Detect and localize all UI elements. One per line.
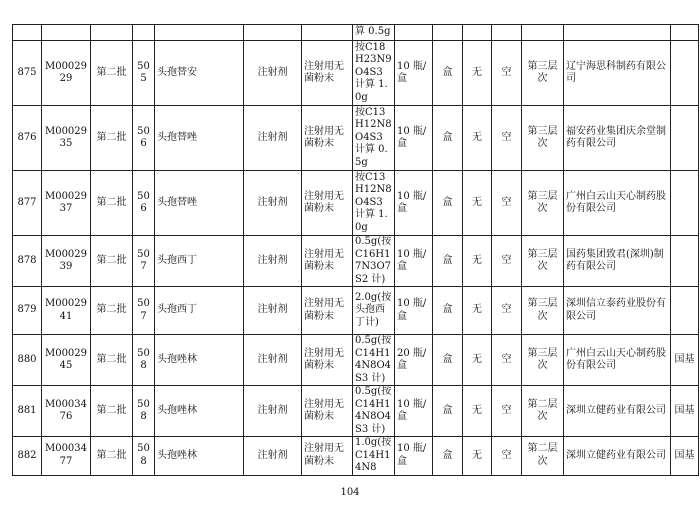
code-cell: M0002945 bbox=[42, 335, 91, 386]
flag-b-cell: 空 bbox=[492, 41, 522, 106]
flag-a-cell: 无 bbox=[463, 171, 492, 236]
table-row bbox=[13, 437, 699, 476]
unit-cell: 盒 bbox=[433, 386, 463, 437]
seq-cell: 879 bbox=[13, 287, 42, 335]
table-row bbox=[13, 171, 699, 236]
unit-cell: 盒 bbox=[433, 41, 463, 106]
seq-cell: 882 bbox=[13, 437, 42, 476]
batch-cell: 第二批 bbox=[91, 386, 133, 437]
spec-cell: 按C18H23N9O4S3 计算 1.0g bbox=[353, 41, 395, 106]
seq-cell: 875 bbox=[13, 41, 42, 106]
dosage-form-cell: 注射用无菌粉末 bbox=[302, 236, 353, 287]
drug-name-cell: 头孢唑林 bbox=[155, 335, 244, 386]
drug-name-cell: 头孢唑林 bbox=[155, 386, 244, 437]
batch-cell: 第二批 bbox=[91, 335, 133, 386]
unit-cell: 盒 bbox=[433, 437, 463, 476]
dosage-form-cell: 注射用无菌粉末 bbox=[302, 106, 353, 171]
batch-cell: 第二批 bbox=[91, 236, 133, 287]
spec-cell: 0.5g(按C14H14N8O4S3 计) bbox=[353, 335, 395, 386]
group-cell: 507 bbox=[133, 287, 155, 335]
dosage-form-cell: 注射用无菌粉末 bbox=[302, 386, 353, 437]
form-cell: 注射剂 bbox=[244, 236, 302, 287]
dosage-form-cell: 注射用无菌粉末 bbox=[302, 41, 353, 106]
flag-a-cell: 无 bbox=[463, 287, 492, 335]
form-cell: 注射剂 bbox=[244, 386, 302, 437]
table-row bbox=[13, 386, 699, 437]
batch-cell: 第二批 bbox=[91, 106, 133, 171]
seq-cell: 881 bbox=[13, 386, 42, 437]
group-cell: 508 bbox=[133, 386, 155, 437]
code-cell: M0002929 bbox=[42, 41, 91, 106]
flag-a-cell: 无 bbox=[463, 386, 492, 437]
form-cell: 注射剂 bbox=[244, 106, 302, 171]
unit-cell: 盒 bbox=[433, 287, 463, 335]
seq-cell: 877 bbox=[13, 171, 42, 236]
batch-cell: 第二批 bbox=[91, 437, 133, 476]
pack-cell: 10 瓶/盒 bbox=[395, 236, 433, 287]
form-cell: 注射剂 bbox=[244, 171, 302, 236]
code-cell: M0003476 bbox=[42, 386, 91, 437]
spec-cell-fragment: 算 0.5g bbox=[353, 25, 395, 41]
seq-cell: 876 bbox=[13, 106, 42, 171]
form-cell: 注射剂 bbox=[244, 437, 302, 476]
pack-cell: 10 瓶/盒 bbox=[395, 171, 433, 236]
table-row bbox=[13, 335, 699, 386]
company-cell: 福安药业集团庆余堂制药有限公司 bbox=[564, 106, 671, 171]
code-cell: M0002939 bbox=[42, 236, 91, 287]
level-cell: 第三层次 bbox=[522, 236, 564, 287]
drug-name-cell: 头孢西丁 bbox=[155, 236, 244, 287]
note-cell bbox=[671, 236, 699, 287]
page-number: 104 bbox=[340, 487, 360, 498]
unit-cell: 盒 bbox=[433, 335, 463, 386]
pack-cell: 10 瓶/盒 bbox=[395, 386, 433, 437]
level-cell: 第三层次 bbox=[522, 287, 564, 335]
level-cell: 第二层次 bbox=[522, 386, 564, 437]
pack-cell: 20 瓶/盒 bbox=[395, 335, 433, 386]
table-row bbox=[13, 106, 699, 171]
group-cell: 506 bbox=[133, 171, 155, 236]
spec-cell: 0.5g(按C14H14N8O4S3 计) bbox=[353, 386, 395, 437]
flag-a-cell: 无 bbox=[463, 41, 492, 106]
unit-cell: 盒 bbox=[433, 106, 463, 171]
table-row bbox=[13, 287, 699, 335]
level-cell: 第三层次 bbox=[522, 106, 564, 171]
group-cell: 508 bbox=[133, 437, 155, 476]
flag-b-cell: 空 bbox=[492, 287, 522, 335]
flag-b-cell: 空 bbox=[492, 171, 522, 236]
unit-cell: 盒 bbox=[433, 171, 463, 236]
drug-name-cell: 头孢替唑 bbox=[155, 106, 244, 171]
batch-cell: 第二批 bbox=[91, 41, 133, 106]
level-cell: 第三层次 bbox=[522, 41, 564, 106]
pack-cell: 10 瓶/盒 bbox=[395, 437, 433, 476]
spec-cell: 按C13H12N8O4S3 计算 0.5g bbox=[353, 106, 395, 171]
spec-cell: 2.0g(按头孢西丁计) bbox=[353, 287, 395, 335]
flag-a-cell: 无 bbox=[463, 236, 492, 287]
company-cell: 深圳立健药业有限公司 bbox=[564, 437, 671, 476]
note-cell bbox=[671, 287, 699, 335]
group-cell: 506 bbox=[133, 106, 155, 171]
table-row-fragment bbox=[13, 25, 699, 41]
unit-cell: 盒 bbox=[433, 236, 463, 287]
note-cell: 国基 bbox=[671, 386, 699, 437]
note-cell: 国基 bbox=[671, 335, 699, 386]
flag-b-cell: 空 bbox=[492, 106, 522, 171]
flag-b-cell: 空 bbox=[492, 437, 522, 476]
drug-name-cell: 头孢替唑 bbox=[155, 171, 244, 236]
drug-name-cell: 头孢西丁 bbox=[155, 287, 244, 335]
table-row bbox=[13, 236, 699, 287]
flag-a-cell: 无 bbox=[463, 335, 492, 386]
batch-cell: 第二批 bbox=[91, 287, 133, 335]
code-cell: M0002935 bbox=[42, 106, 91, 171]
code-cell: M0002937 bbox=[42, 171, 91, 236]
batch-cell: 第二批 bbox=[91, 171, 133, 236]
company-cell: 广州白云山天心制药股份有限公司 bbox=[564, 171, 671, 236]
spec-cell: 1.0g(按C14H14N8 bbox=[353, 437, 395, 476]
seq-cell: 878 bbox=[13, 236, 42, 287]
company-cell: 深圳信立泰药业股份有限公司 bbox=[564, 287, 671, 335]
flag-b-cell: 空 bbox=[492, 386, 522, 437]
spec-cell: 0.5g(按C16H17N3O7S2 计) bbox=[353, 236, 395, 287]
drug-table bbox=[12, 24, 699, 476]
flag-b-cell: 空 bbox=[492, 236, 522, 287]
drug-name-cell: 头孢唑林 bbox=[155, 437, 244, 476]
spec-cell: 按C13H12N8O4S3 计算 1.0g bbox=[353, 171, 395, 236]
table-row bbox=[13, 41, 699, 106]
form-cell: 注射剂 bbox=[244, 335, 302, 386]
note-cell bbox=[671, 171, 699, 236]
note-cell bbox=[671, 106, 699, 171]
pack-cell: 10 瓶/盒 bbox=[395, 287, 433, 335]
code-cell: M0002941 bbox=[42, 287, 91, 335]
pack-cell: 10 瓶/盒 bbox=[395, 106, 433, 171]
flag-b-cell: 空 bbox=[492, 335, 522, 386]
form-cell: 注射剂 bbox=[244, 41, 302, 106]
note-cell: 国基 bbox=[671, 437, 699, 476]
dosage-form-cell: 注射用无菌粉末 bbox=[302, 171, 353, 236]
group-cell: 508 bbox=[133, 335, 155, 386]
note-cell bbox=[671, 41, 699, 106]
level-cell: 第二层次 bbox=[522, 437, 564, 476]
company-cell: 深圳立健药业有限公司 bbox=[564, 386, 671, 437]
company-cell: 广州白云山天心制药股份有限公司 bbox=[564, 335, 671, 386]
dosage-form-cell: 注射用无菌粉末 bbox=[302, 437, 353, 476]
company-cell: 辽宁海思科制药有限公司 bbox=[564, 41, 671, 106]
drug-name-cell: 头孢替安 bbox=[155, 41, 244, 106]
seq-cell: 880 bbox=[13, 335, 42, 386]
dosage-form-cell: 注射用无菌粉末 bbox=[302, 335, 353, 386]
dosage-form-cell: 注射用无菌粉末 bbox=[302, 287, 353, 335]
group-cell: 507 bbox=[133, 236, 155, 287]
pack-cell: 10 瓶/盒 bbox=[395, 41, 433, 106]
code-cell: M0003477 bbox=[42, 437, 91, 476]
flag-a-cell: 无 bbox=[463, 437, 492, 476]
level-cell: 第三层次 bbox=[522, 171, 564, 236]
level-cell: 第三层次 bbox=[522, 335, 564, 386]
group-cell: 505 bbox=[133, 41, 155, 106]
flag-a-cell: 无 bbox=[463, 106, 492, 171]
company-cell: 国药集团致君(深圳)制药有限公司 bbox=[564, 236, 671, 287]
form-cell: 注射剂 bbox=[244, 287, 302, 335]
